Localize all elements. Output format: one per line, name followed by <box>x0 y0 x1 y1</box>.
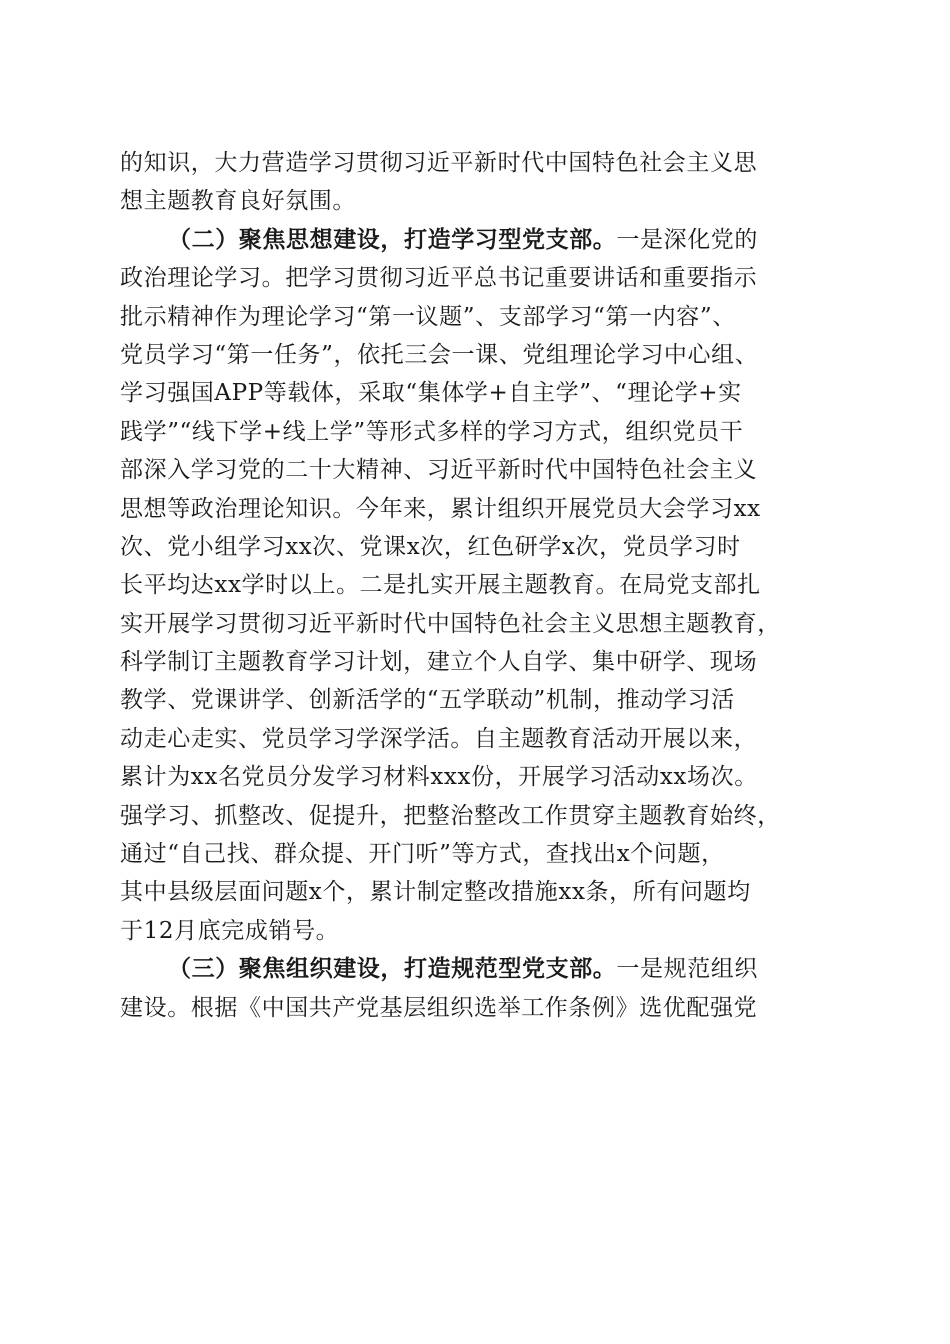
paragraph-1 <box>120 144 840 221</box>
section-heading-3: （三）聚焦组织建设，打造规范型党支部。 <box>168 955 617 983</box>
text-line: 批示精神作为理论学习“第一议题”、支部学习“第一内容”、 <box>120 303 736 330</box>
text-line: 次、党小组学习xx次、党课x次，红色研学x次，党员学习时 <box>120 533 741 560</box>
text-line: 部深入学习党的二十大精神、习近平新时代中国特色社会主义 <box>120 457 758 484</box>
text-line <box>120 950 840 988</box>
document-body <box>120 144 840 1027</box>
paragraph-3 <box>120 950 840 1027</box>
section-heading-2: （二）聚焦思想建设，打造学习型党支部。 <box>168 225 617 253</box>
text-line: 于12月底完成销号。 <box>120 917 340 944</box>
text-line: 强学习、抓整改、促提升，把整治整改工作贯穿主题教育始终， <box>120 802 781 829</box>
text-line: 政治理论学习。把学习贯彻习近平总书记重要讲话和重要指示 <box>120 265 758 292</box>
text-line: 动走心走实、党员学习学深学活。自主题教育活动开展以来， <box>120 725 758 752</box>
text-line: 实开展学习贯彻习近平新时代中国特色社会主义思想主题教育， <box>120 610 781 637</box>
text-line: 长平均达xx学时以上。二是扎实开展主题教育。在局党支部扎 <box>120 572 761 599</box>
text-line: 科学制订主题教育学习计划，建立个人自学、集中研学、现场 <box>120 649 758 676</box>
text-line: 学习强国APP等载体，采取“集体学+自主学”、“理论学+实 <box>120 380 742 407</box>
text-line: 其中县级层面问题x个，累计制定整改措施xx条，所有问题均 <box>120 879 751 906</box>
text-line <box>120 221 840 259</box>
text-line: 累计为xx名党员分发学习材料xxx份，开展学习活动xx场次。 <box>120 764 758 791</box>
text-line: 的知识，大力营造学习贯彻习近平新时代中国特色社会主义思 <box>120 150 758 176</box>
text-line: 建设。根据《中国共产党基层组织选举工作条例》选优配强党 <box>120 994 758 1021</box>
paragraph-2 <box>120 221 840 950</box>
text-line: 党员学习“第一任务”，依托三会一课、党组理论学习中心组、 <box>120 341 759 368</box>
text-line: 践学”“线下学+线上学”等形式多样的学习方式，组织党员干 <box>120 418 744 445</box>
text-line: 想主题教育良好氛围。 <box>120 188 356 215</box>
text-line: 思想等政治理论知识。今年来，累计组织开展党员大会学习xx <box>120 495 761 522</box>
text-span: 一是规范组织 <box>616 956 759 983</box>
text-span: 一是深化党的 <box>616 226 759 253</box>
text-line: 教学、党课讲学、创新活学的“五学联动”机制，推动学习活 <box>120 687 735 714</box>
text-line: 通过“自己找、群众提、开门听”等方式，查找出x个问题， <box>120 841 725 868</box>
